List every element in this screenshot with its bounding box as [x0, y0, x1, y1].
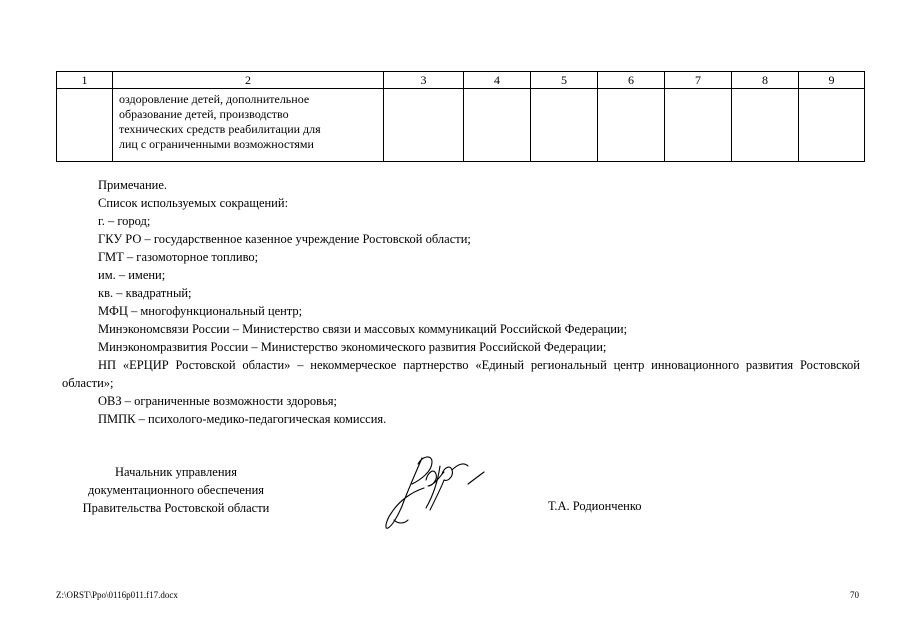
abbreviation-item: ОВЗ – ограниченные возможности здоровья; — [98, 394, 338, 408]
column-number: 4 — [464, 72, 531, 89]
signatory-position — [56, 463, 296, 517]
table-cell — [598, 89, 665, 162]
column-number: 9 — [799, 72, 865, 89]
table-cell — [665, 89, 732, 162]
abbreviation-item: ГМТ – газомоторное топливо; — [98, 250, 259, 264]
abbreviation-item: ПМПК – психолого-медико-педагогическая комиссия. — [98, 412, 387, 426]
column-number: 3 — [384, 72, 464, 89]
column-number: 5 — [531, 72, 598, 89]
notes-section — [62, 176, 860, 428]
signatory-name: Т.А. Родионченко — [548, 499, 642, 513]
column-number: 6 — [598, 72, 665, 89]
abbreviation-item: им. – имени; — [98, 268, 166, 282]
position-line: документационного обеспечения — [87, 483, 265, 497]
column-number: 7 — [665, 72, 732, 89]
cell-text-line: образование детей, производство — [119, 107, 289, 121]
abbreviation-item: МФЦ – многофункциональный центр; — [98, 304, 303, 318]
table-cell — [464, 89, 531, 162]
page-number: 70 — [850, 590, 859, 600]
column-number: 2 — [113, 72, 384, 89]
abbreviations-intro: Список используемых сокращений: — [98, 196, 289, 210]
data-table — [56, 71, 865, 162]
abbreviation-item: Минэкономразвития России – Министерство экономического развития Российской Федерации; — [98, 340, 607, 354]
table-cell-description — [113, 89, 384, 162]
handwritten-signature — [382, 450, 492, 532]
abbreviation-item: Минэкономсвязи России – Министерство связи и массовых коммуникаций Российской Федерации; — [98, 322, 628, 336]
position-line: Начальник управления — [115, 465, 237, 479]
column-number: 8 — [732, 72, 799, 89]
cell-text-line: лиц с ограниченными возможностями — [119, 137, 314, 151]
table-cell — [732, 89, 799, 162]
table-row — [57, 89, 865, 162]
table-cell — [531, 89, 598, 162]
abbreviation-item: ГКУ РО – государственное казенное учреждение Ростовской области; — [98, 232, 471, 246]
column-number: 1 — [57, 72, 113, 89]
position-line: Правительства Ростовской области — [82, 501, 270, 515]
table-cell — [384, 89, 464, 162]
table-cell — [799, 89, 865, 162]
abbreviation-item: НП «ЕРЦИР Ростовской области» – некоммерческое партнерство «Единый региональный центр инновационного развития Ростовской области»; — [62, 358, 860, 390]
notes-title: Примечание. — [98, 178, 168, 192]
table-cell — [57, 89, 113, 162]
table-header-row — [57, 72, 865, 89]
abbreviation-item: кв. – квадратный; — [98, 286, 192, 300]
abbreviation-item: г. – город; — [98, 214, 151, 228]
footer-file-path: Z:\ORST\Ppo\0116p011.f17.docx — [56, 590, 178, 600]
cell-text-line: технических средств реабилитации для — [119, 122, 321, 136]
cell-text-line: оздоровление детей, дополнительное — [119, 92, 310, 106]
